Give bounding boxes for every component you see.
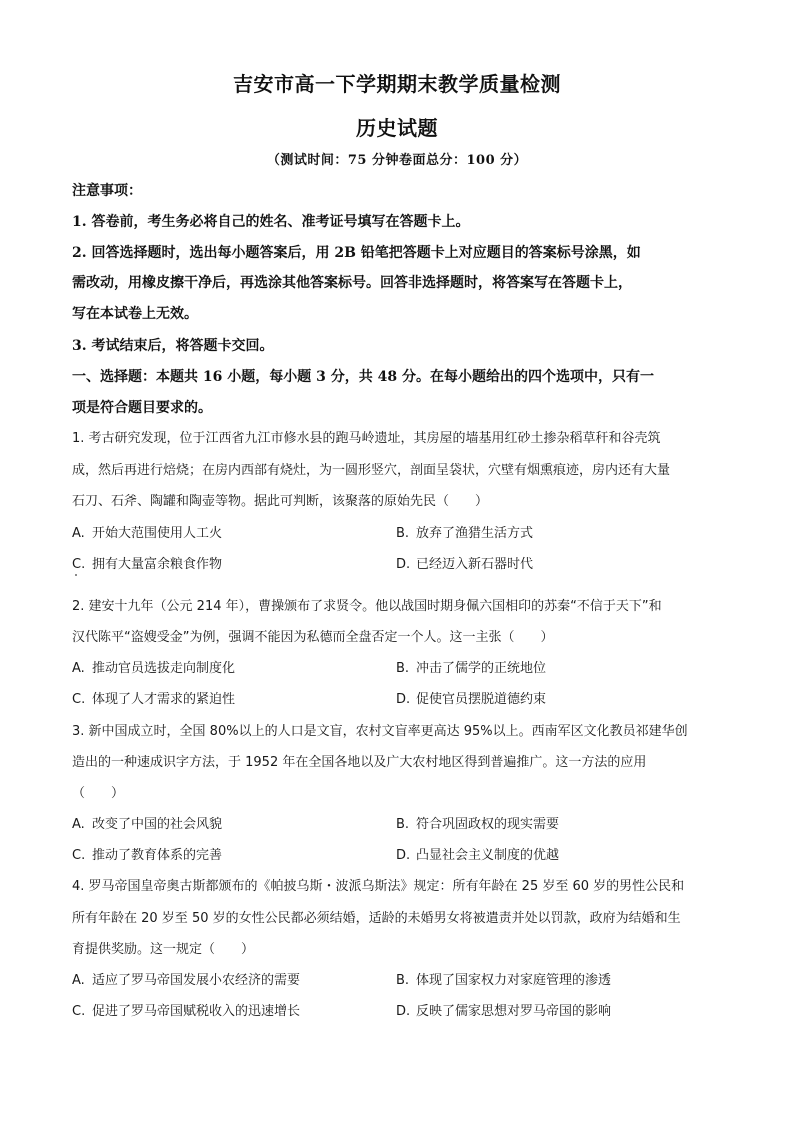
question-4-line-3: 育提供奖励。这一规定（ ） [72,942,255,957]
notes-heading: 注意事项： [72,183,142,199]
option-key: C. [72,692,86,707]
option-text: 推动官员选拔走向制度化 [92,661,236,676]
question-4-line-1: 4. 罗马帝国皇帝奥古斯都颁布的《帕披乌斯・波派乌斯法》规定：所有年龄在 25 岁至 60 岁的男性公民和 [72,879,685,894]
note-item-2-line-1: 2. 回答选择题时，选出每小题答案后，用 2B 铅笔把答题卡上对应题目的答案标号涂黑，如 [72,245,641,261]
option-text: 反映了儒家思想对罗马帝国的影响 [416,1004,612,1019]
option-key: A. [72,817,85,832]
note-item-2-line-2: 需改动，用橡皮擦干净后，再选涂其他答案标号。回答非选择题时，将答案写在答题卡上， [72,275,632,291]
option-key: B. [396,817,410,832]
option-text: 凸显社会主义制度的优越 [416,848,560,863]
note-item-1: 1. 答卷前，考生务必将自己的姓名、准考证号填写在答题卡上。 [72,214,470,230]
option-text: 适应了罗马帝国发展小农经济的需要 [92,973,301,988]
option-text: 体现了国家权力对家庭管理的渗透 [416,973,612,988]
question-1-option-d [396,556,533,574]
stray-dot-mark [75,574,77,576]
option-key: B. [396,661,410,676]
exam-title: 吉安市高一下学期期末教学质量检测 [233,72,561,96]
option-key: D. [396,848,411,863]
question-3-option-b [396,816,559,834]
option-key: C. [72,1004,86,1019]
option-text: 开始大范围使用人工火 [92,526,223,541]
option-text: 已经迈入新石器时代 [416,557,534,572]
option-key: B. [396,973,410,988]
question-2-option-c [72,691,235,709]
option-text: 符合巩固政权的现实需要 [416,817,560,832]
question-2-line-2: 汉代陈平“盗嫂受金”为例，强调不能因为私德而全盘否定一个人。这一主张（ ） [72,630,554,645]
question-2-line-1: 2. 建安十九年（公元 214 年），曹操颁布了求贤令。他以战国时期身佩六国相印的苏秦“不信于天下”和 [72,599,662,614]
note-item-2-line-3: 写在本试卷上无效。 [72,306,198,322]
question-1-line-3: 石刀、石斧、陶罐和陶壶等物。据此可判断，该聚落的原始先民（ ） [72,494,489,509]
option-key: C. [72,557,86,572]
option-text: 促使官员摆脱道德约束 [416,692,547,707]
option-key: D. [396,692,411,707]
option-text: 拥有大量富余粮食作物 [92,557,223,572]
option-key: A. [72,973,85,988]
question-4-option-d [396,1003,611,1021]
option-text: 放弃了渔猎生活方式 [416,526,534,541]
note-item-3: 3. 考试结束后，将答题卡交回。 [72,338,274,354]
section-heading-line-2: 项是符合题目要求的。 [72,400,212,416]
option-key: C. [72,848,86,863]
option-text: 改变了中国的社会风貌 [92,817,223,832]
question-2-option-a [72,660,235,678]
question-1-option-b [396,525,533,543]
question-3-line-2: 造出的一种速成识字方法，于 1952 年在全国各地以及广大农村地区得到普遍推广。这一方法的应用 [72,755,647,770]
section-heading-line-1: 一、选择题：本题共 16 小题，每小题 3 分，共 48 分。在每小题给出的四个选项中，只有一 [72,369,654,385]
question-2-option-b [396,660,546,678]
question-4-option-a [72,972,300,990]
question-1-option-a [72,525,222,543]
question-1-line-2: 成，然后再进行焙烧；在房内西部有烧灶，为一圆形竖穴，剖面呈袋状，穴壁有烟熏痕迹，房内还有大量 [72,463,671,478]
option-key: B. [396,526,410,541]
option-key: A. [72,661,85,676]
question-1-line-1: 1. 考古研究发现，位于江西省九江市修水县的跑马岭遗址，其房屋的墙基用红砂土掺杂稻草秆和谷壳筑 [72,431,661,446]
question-3-option-c [72,847,222,865]
subject-title: 历史试题 [356,116,438,140]
question-3-line-3: （ ） [72,786,125,801]
question-2-option-d [396,691,546,709]
option-text: 推动了教育体系的完善 [92,848,223,863]
question-3-line-1: 3. 新中国成立时，全国 80%以上的人口是文盲，农村文盲率更高达 95%以上。西南军区文化教员祁建华创 [72,724,688,739]
option-key: A. [72,526,85,541]
option-text: 体现了人才需求的紧迫性 [92,692,236,707]
option-text: 冲击了儒学的正统地位 [416,661,547,676]
question-4-option-b [396,972,611,990]
question-1-option-c [72,556,222,574]
question-3-option-a [72,816,222,834]
question-4-line-2: 所有年龄在 20 岁至 50 岁的女性公民都必须结婚，适龄的未婚男女将被遣责并处以罚款，政府为结婚和生 [72,911,681,926]
option-text: 促进了罗马帝国赋税收入的迅速增长 [92,1004,301,1019]
option-key: D. [396,557,411,572]
option-key: D. [396,1004,411,1019]
question-3-option-d [396,847,559,865]
question-4-option-c [72,1003,300,1021]
exam-info: （测试时间：75 分钟卷面总分：100 分） [266,153,528,168]
